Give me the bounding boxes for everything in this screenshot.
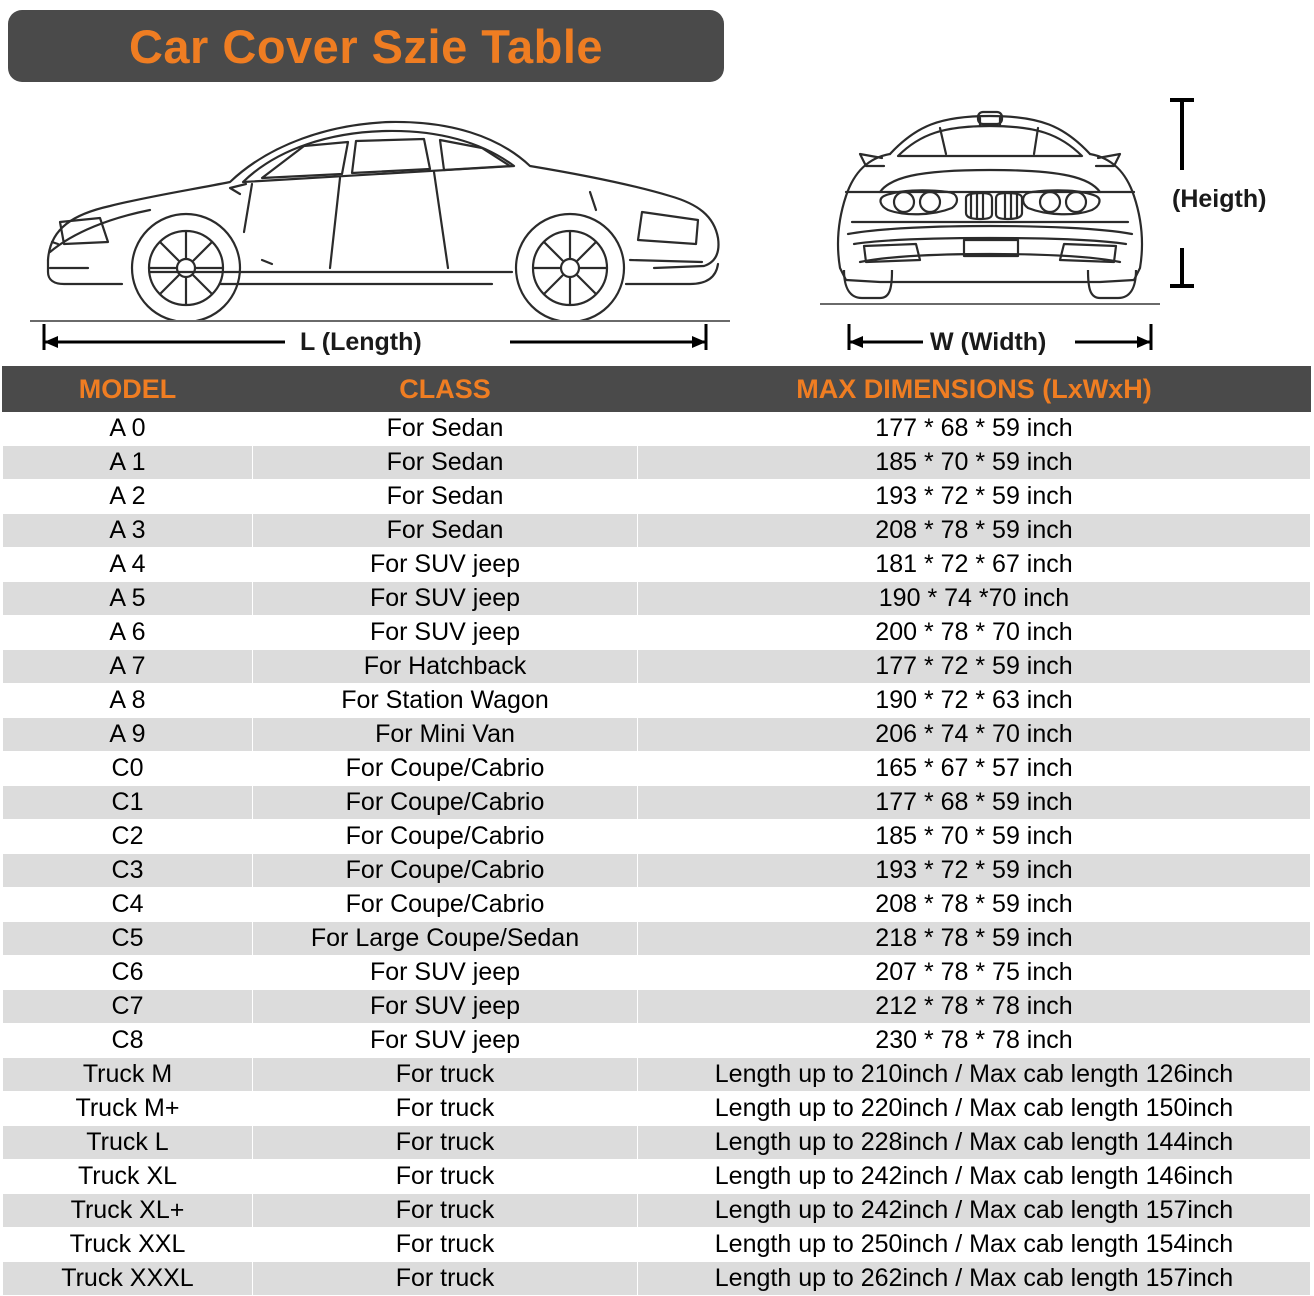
table-row (3, 718, 1311, 752)
cell-dimensions: 208 * 78 * 59 inch (638, 888, 1311, 922)
cell-model: A 2 (3, 480, 253, 514)
cell-class: For Hatchback (253, 650, 638, 684)
table-row (3, 480, 1311, 514)
width-label: W (Width) (930, 328, 1047, 356)
cell-class: For SUV jeep (253, 548, 638, 582)
cell-class: For SUV jeep (253, 582, 638, 616)
cell-model: Truck XXL (3, 1228, 253, 1262)
cell-dimensions: 230 * 78 * 78 inch (638, 1024, 1311, 1058)
height-label: (Heigth) (1172, 185, 1267, 213)
cell-model: Truck XXXL (3, 1262, 253, 1296)
cell-class: For SUV jeep (253, 1024, 638, 1058)
cell-model: Truck XL+ (3, 1194, 253, 1228)
cell-model: Truck XL (3, 1160, 253, 1194)
cell-dimensions: 206 * 74 * 70 inch (638, 718, 1311, 752)
side-view-car-icon (30, 92, 730, 322)
cell-class: For truck (253, 1092, 638, 1126)
cell-model: A 4 (3, 548, 253, 582)
cell-class: For Large Coupe/Sedan (253, 922, 638, 956)
cell-class: For Sedan (253, 514, 638, 548)
cell-model: A 9 (3, 718, 253, 752)
length-label: L (Length) (300, 328, 422, 356)
cell-model: C4 (3, 888, 253, 922)
cell-class: For truck (253, 1126, 638, 1160)
table-row (3, 582, 1311, 616)
cell-class: For truck (253, 1228, 638, 1262)
cell-model: A 1 (3, 446, 253, 480)
cell-dimensions: 190 * 74 *70 inch (638, 582, 1311, 616)
cell-dimensions: 193 * 72 * 59 inch (638, 480, 1311, 514)
cell-class: For truck (253, 1262, 638, 1296)
cell-model: C2 (3, 820, 253, 854)
size-table-wrapper (2, 366, 1310, 1296)
cell-dimensions: Length up to 262inch / Max cab length 157inch (638, 1262, 1311, 1296)
cell-dimensions: 208 * 78 * 59 inch (638, 514, 1311, 548)
cell-class: For SUV jeep (253, 956, 638, 990)
table-row (3, 616, 1311, 650)
cell-dimensions: 177 * 72 * 59 inch (638, 650, 1311, 684)
cell-class: For truck (253, 1058, 638, 1092)
table-header-row (3, 367, 1311, 412)
table-row (3, 1262, 1311, 1296)
cell-model: A 6 (3, 616, 253, 650)
cell-model: A 0 (3, 412, 253, 446)
cell-dimensions: 177 * 68 * 59 inch (638, 412, 1311, 446)
cell-class: For Coupe/Cabrio (253, 786, 638, 820)
title-banner (8, 10, 724, 82)
cell-dimensions: 190 * 72 * 63 inch (638, 684, 1311, 718)
cell-model: C6 (3, 956, 253, 990)
cell-class: For Sedan (253, 480, 638, 514)
table-row (3, 1058, 1311, 1092)
table-row (3, 922, 1311, 956)
front-view-car-icon (820, 92, 1160, 322)
table-row (3, 514, 1311, 548)
cell-class: For Coupe/Cabrio (253, 752, 638, 786)
cell-dimensions: Length up to 210inch / Max cab length 126inch (638, 1058, 1311, 1092)
header-dimensions: MAX DIMENSIONS (LxWxH) (638, 367, 1311, 412)
cell-model: C7 (3, 990, 253, 1024)
cell-model: A 3 (3, 514, 253, 548)
cell-dimensions: 212 * 78 * 78 inch (638, 990, 1311, 1024)
cell-dimensions: Length up to 228inch / Max cab length 144inch (638, 1126, 1311, 1160)
table-row (3, 650, 1311, 684)
table-row (3, 684, 1311, 718)
cell-model: C5 (3, 922, 253, 956)
size-table (2, 366, 1311, 1296)
table-row (3, 1126, 1311, 1160)
cell-model: Truck L (3, 1126, 253, 1160)
cell-dimensions: Length up to 250inch / Max cab length 154inch (638, 1228, 1311, 1262)
table-row (3, 446, 1311, 480)
table-row (3, 990, 1311, 1024)
table-row (3, 1228, 1311, 1262)
cell-dimensions: Length up to 220inch / Max cab length 150inch (638, 1092, 1311, 1126)
table-row (3, 548, 1311, 582)
table-row (3, 820, 1311, 854)
cell-dimensions: 181 * 72 * 67 inch (638, 548, 1311, 582)
cell-class: For Sedan (253, 412, 638, 446)
cell-class: For SUV jeep (253, 990, 638, 1024)
cell-class: For Mini Van (253, 718, 638, 752)
cell-class: For truck (253, 1194, 638, 1228)
table-row (3, 1160, 1311, 1194)
cell-dimensions: 207 * 78 * 75 inch (638, 956, 1311, 990)
cell-dimensions: 193 * 72 * 59 inch (638, 854, 1311, 888)
cell-model: C3 (3, 854, 253, 888)
table-row (3, 1194, 1311, 1228)
cell-class: For SUV jeep (253, 616, 638, 650)
cell-model: Truck M+ (3, 1092, 253, 1126)
table-row (3, 752, 1311, 786)
cell-model: A 8 (3, 684, 253, 718)
cell-class: For Coupe/Cabrio (253, 888, 638, 922)
table-row (3, 956, 1311, 990)
cell-dimensions: Length up to 242inch / Max cab length 146inch (638, 1160, 1311, 1194)
page-title: Car Cover Szie Table (128, 19, 604, 73)
cell-class: For Sedan (253, 446, 638, 480)
cell-model: C1 (3, 786, 253, 820)
table-row (3, 786, 1311, 820)
cell-dimensions: 185 * 70 * 59 inch (638, 820, 1311, 854)
cell-dimensions: 200 * 78 * 70 inch (638, 616, 1311, 650)
cell-class: For Coupe/Cabrio (253, 854, 638, 888)
cell-model: C0 (3, 752, 253, 786)
header-class: CLASS (253, 367, 638, 412)
cell-class: For Coupe/Cabrio (253, 820, 638, 854)
cell-class: For truck (253, 1160, 638, 1194)
table-row (3, 854, 1311, 888)
cell-model: A 7 (3, 650, 253, 684)
table-row (3, 888, 1311, 922)
table-row (3, 1092, 1311, 1126)
cell-dimensions: Length up to 242inch / Max cab length 157inch (638, 1194, 1311, 1228)
cell-dimensions: 165 * 67 * 57 inch (638, 752, 1311, 786)
cell-dimensions: 218 * 78 * 59 inch (638, 922, 1311, 956)
cell-model: C8 (3, 1024, 253, 1058)
cell-dimensions: 185 * 70 * 59 inch (638, 446, 1311, 480)
table-body (3, 412, 1311, 1296)
cell-model: Truck M (3, 1058, 253, 1092)
cell-dimensions: 177 * 68 * 59 inch (638, 786, 1311, 820)
table-row (3, 1024, 1311, 1058)
table-row (3, 412, 1311, 446)
cell-class: For Station Wagon (253, 684, 638, 718)
cell-model: A 5 (3, 582, 253, 616)
header-model: MODEL (3, 367, 253, 412)
